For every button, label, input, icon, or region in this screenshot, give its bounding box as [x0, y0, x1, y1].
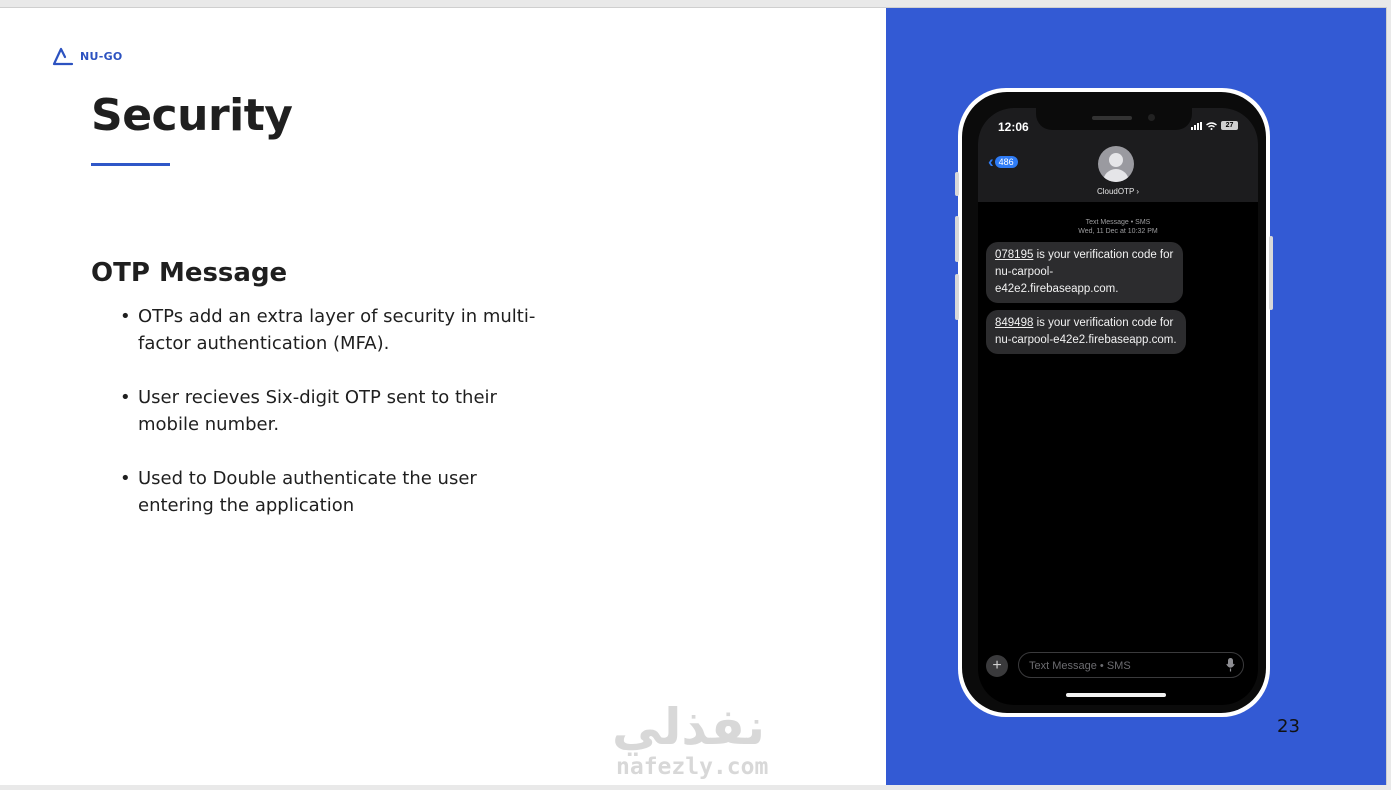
contact-avatar[interactable] [1098, 146, 1134, 182]
bullet-item: • OTPs add an extra layer of security in multi-factor authentication (MFA). [120, 303, 540, 357]
microphone-icon[interactable] [1226, 657, 1235, 673]
title-underline [91, 163, 170, 166]
phone-frame [962, 92, 1266, 713]
status-icons [1191, 121, 1238, 130]
phone-side-button [955, 274, 959, 320]
bullet-item: • Used to Double authenticate the user entering the application [120, 465, 540, 519]
message-bubble [986, 310, 1186, 354]
battery-icon: 27 [1221, 121, 1238, 130]
unread-badge: 486 [995, 156, 1018, 168]
watermark-latin: nafezly.com [616, 754, 769, 780]
message-meta-date: Wed, 11 Dec at 10:32 PM [1078, 228, 1158, 235]
logo [52, 46, 123, 66]
message-text: is your verification code for nu-carpool-e42e2.firebaseapp.com. [995, 249, 1174, 295]
signal-icon [1191, 122, 1202, 130]
logo-text: NU-GO [80, 49, 123, 63]
phone-side-button [955, 172, 959, 196]
chevron-left-icon: ‹ [988, 152, 994, 171]
avatar-person-body [1103, 169, 1129, 182]
message-bubble [986, 242, 1183, 303]
message-text: is your verification code for nu-carpool-e42e2.firebaseapp.com. [995, 317, 1177, 346]
phone-screen [978, 108, 1258, 705]
contact-name[interactable]: CloudOTP › [1096, 187, 1140, 196]
page-number: 23 [1277, 716, 1300, 737]
status-time: 12:06 [998, 120, 1029, 134]
section-subtitle: OTP Message [91, 258, 288, 288]
bullet-item: • User recieves Six-digit OTP sent to their mobile number. [120, 384, 540, 438]
home-indicator [1066, 693, 1166, 697]
notch-camera [1148, 114, 1155, 121]
phone-side-button [955, 216, 959, 262]
message-input-placeholder: Text Message • SMS [1029, 660, 1131, 672]
watermark-arabic: نفذلي [612, 698, 766, 756]
bullet-list [120, 303, 540, 546]
wifi-icon [1206, 122, 1217, 130]
phone-notch [1036, 108, 1192, 130]
watermark [612, 698, 782, 785]
phone-side-button [1269, 236, 1273, 310]
message-composer [986, 652, 1250, 680]
plus-icon[interactable]: + [986, 655, 1008, 677]
avatar-person-icon [1109, 153, 1123, 167]
otp-code[interactable]: 849498 [995, 317, 1034, 329]
otp-code[interactable]: 078195 [995, 249, 1034, 261]
back-button[interactable] [988, 154, 1018, 170]
notch-speaker [1092, 116, 1132, 120]
message-meta [978, 218, 1258, 236]
phone-mockup [958, 88, 1270, 717]
slide-title: Security [91, 90, 293, 141]
message-meta-type: Text Message • SMS [1085, 219, 1151, 226]
slide [0, 7, 1387, 785]
message-input[interactable] [1018, 652, 1244, 678]
triangle-logo-icon [52, 46, 74, 66]
